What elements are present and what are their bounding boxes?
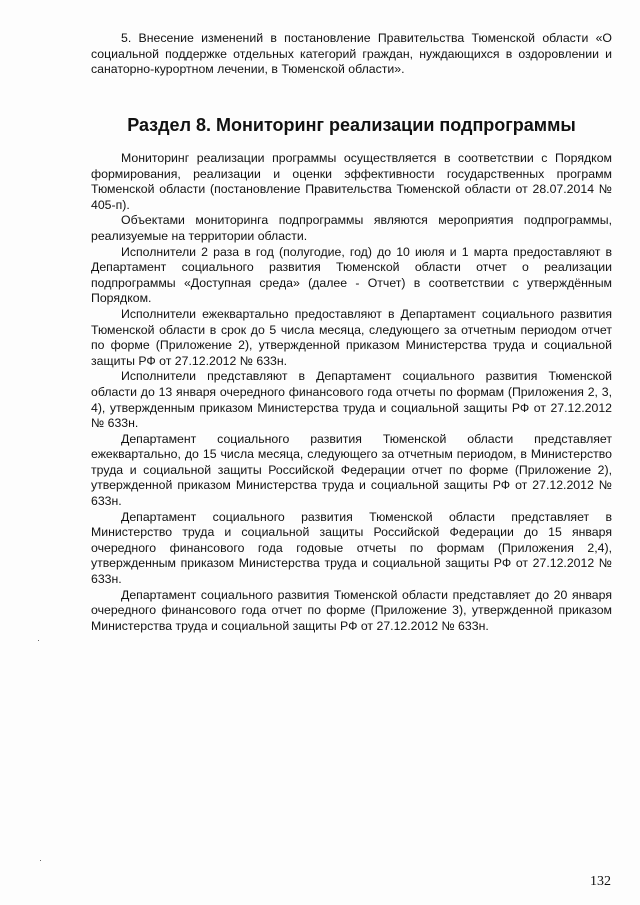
paragraph-department-annual: Департамент социального развития Тюменской области представляет в Министерство труда и социальной защиты Российской Федерации до 15 января очередного финансового года годовые отчеты по формам (Приложения 2,4), утвержденным приказом Министерства труда и социальной защиты РФ от 27.12.2012 № 633н. xyxy=(91,509,612,587)
paragraph-department-quarterly: Департамент социального развития Тюменской области представляет ежеквартально, до 15 числа месяца, следующего за отчетным периодом, в Министерство труда и социальной защиты Российской Федерации отчет по форме (Приложение 2), утвержденной приказом Министерства труда и социальной защиты РФ от 27.12.2012 № 633н. xyxy=(91,431,612,509)
paragraph-department-form3: Департамент социального развития Тюменской области представляет до 20 января очередного финансового года отчет по форме (Приложение 3), утвержденной приказом Министерства труда и социальной защиты РФ от 27.12.2012 № 633н. xyxy=(91,587,612,633)
page-number: 132 xyxy=(590,874,611,889)
paragraph-monitoring-objects: Объектами мониторинга подпрограммы являются мероприятия подпрограммы, реализуемые на территории области. xyxy=(91,213,612,243)
section-heading: Раздел 8. Мониторинг реализации подпрограммы xyxy=(127,115,576,135)
scan-speck xyxy=(38,640,39,641)
intro-section xyxy=(91,31,612,78)
intro-paragraph: 5. Внесение изменений в постановление Правительства Тюменской области «О социальной поддержке отдельных категорий граждан, нуждающихся в оздоровлении и санаторно-курортном лечении, в Тюменской области». xyxy=(91,31,612,77)
paragraph-annual-executor-report: Исполнители представляют в Департамент социального развития Тюменской области до 13 января очередного финансового года отчеты по формам (Приложения 2, 3, 4), утвержденным приказом Министерства труда и социальной защиты РФ от 27.12.2012 № 633н. xyxy=(91,369,612,431)
paragraph-monitoring-order: Мониторинг реализации программы осуществляется в соответствии с Порядком формирования, реализации и оценки эффективности государственных программ Тюменской области (постановление Правительства Тюменской области от 28.07.2014 № 405-п). xyxy=(91,151,612,212)
paragraph-quarterly-report: Исполнители ежеквартально предоставляют в Департамент социального развития Тюменской области в срок до 5 числа месяца, следующего за отчетным периодом отчет по форме (Приложение 2), утвержденной приказом Министерства труда и социальной защиты РФ от 27.12.2012 № 633н. xyxy=(91,306,612,368)
scan-speck xyxy=(40,860,41,861)
paragraph-semiannual-report: Исполнители 2 раза в год (полугодие, год) до 10 июля и 1 марта предоставляют в Департамент социального развития Тюменской области отчет о реализации подпрограммы «Доступная среда» (далее - Отчет) в соответствии с утверждённым Порядком. xyxy=(91,244,612,306)
section-body xyxy=(91,151,612,634)
